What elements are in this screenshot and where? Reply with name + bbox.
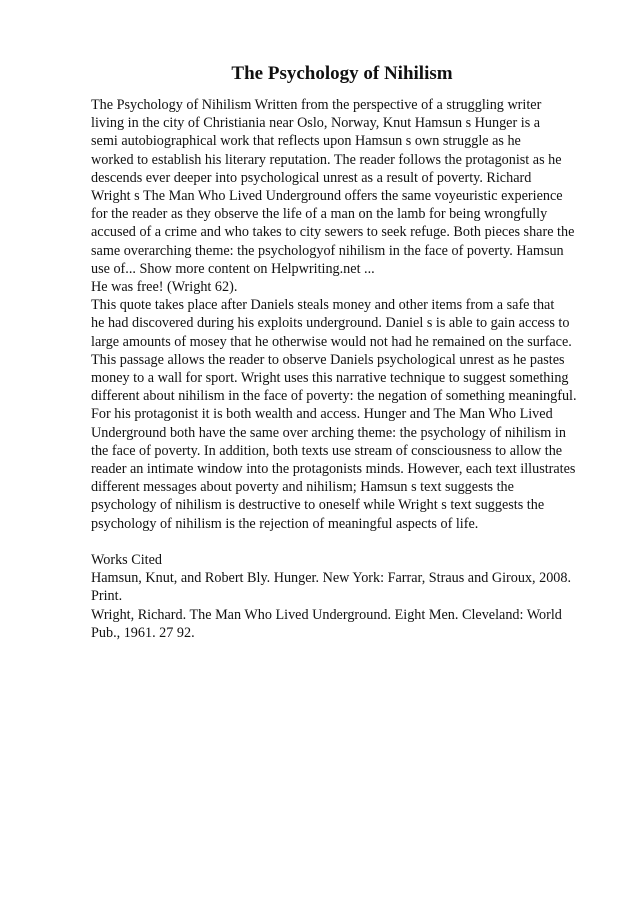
- body-line: Underground both have the same over arching theme: the psychology of nihilism in: [91, 424, 566, 441]
- citation-line: Hamsun, Knut, and Robert Bly. Hunger. New York: Farrar, Straus and Giroux, 2008.: [91, 570, 572, 587]
- body-line: This quote takes place after Daniels steals money and other items from a safe that: [91, 297, 555, 314]
- body-line: the face of poverty. In addition, both texts use stream of consciousness to allow the: [91, 442, 563, 459]
- body-line: different about nihilism in the face of poverty: the negation of something meaningful.: [91, 388, 577, 405]
- citation-line: Wright, Richard. The Man Who Lived Underground. Eight Men. Cleveland: World: [91, 606, 562, 623]
- citation-line: Print.: [91, 588, 123, 605]
- body-line: The Psychology of Nihilism Written from the perspective of a struggling writer: [91, 97, 542, 113]
- body-line: For his protagonist it is both wealth and access. Hunger and The Man Who Lived: [91, 406, 553, 423]
- body-line: reader an intimate window into the protagonists minds. However, each text illustrates: [91, 461, 576, 478]
- body-line: psychology of nihilism is destructive to oneself while Wright s text suggests the: [91, 497, 545, 514]
- paragraph-gap: [91, 533, 591, 551]
- body-line: psychology of nihilism is the rejection of meaningful aspects of life.: [91, 515, 479, 532]
- body-line: money to a wall for sport. Wright uses this narrative technique to suggest something: [91, 370, 569, 387]
- body-line: living in the city of Christiania near Oslo, Norway, Knut Hamsun s Hunger is a: [91, 115, 541, 132]
- body-line: accused of a crime and who takes to city sewers to seek refuge. Both pieces share the: [91, 224, 575, 241]
- body-line: semi autobiographical work that reflects upon Hamsun s own struggle as he: [91, 133, 521, 150]
- works-cited-heading: Works Cited: [91, 552, 162, 569]
- body-line: large amounts of mosey that he otherwise would not had he remained on the surface.: [91, 333, 572, 350]
- body-line: This passage allows the reader to observe Daniels psychological unrest as he pastes: [91, 351, 565, 368]
- body-line: worked to establish his literary reputation. The reader follows the protagonist as he: [91, 151, 562, 168]
- citation-line: Pub., 1961. 27 92.: [91, 624, 195, 641]
- body-line: different messages about poverty and nihilism; Hamsun s text suggests the: [91, 479, 514, 496]
- body-line: he had discovered during his exploits underground. Daniel s is able to gain access to: [91, 315, 570, 332]
- body-line: same overarching theme: the psychologyof nihilism in the face of poverty. Hamsun: [91, 242, 564, 259]
- body-line: for the reader as they observe the life of a man on the lamb for being wrongfully: [91, 206, 548, 223]
- body-line: descends ever deeper into psychological unrest as a result of poverty. Richard: [91, 169, 532, 186]
- document-body: [91, 96, 591, 642]
- body-line: Wright s The Man Who Lived Underground offers the same voyeuristic experience: [91, 188, 563, 205]
- body-line: use of... Show more content on Helpwriting.net ...: [91, 260, 375, 277]
- body-line: He was free! (Wright 62).: [91, 279, 238, 296]
- document-title: The Psychology of Nihilism: [231, 63, 453, 84]
